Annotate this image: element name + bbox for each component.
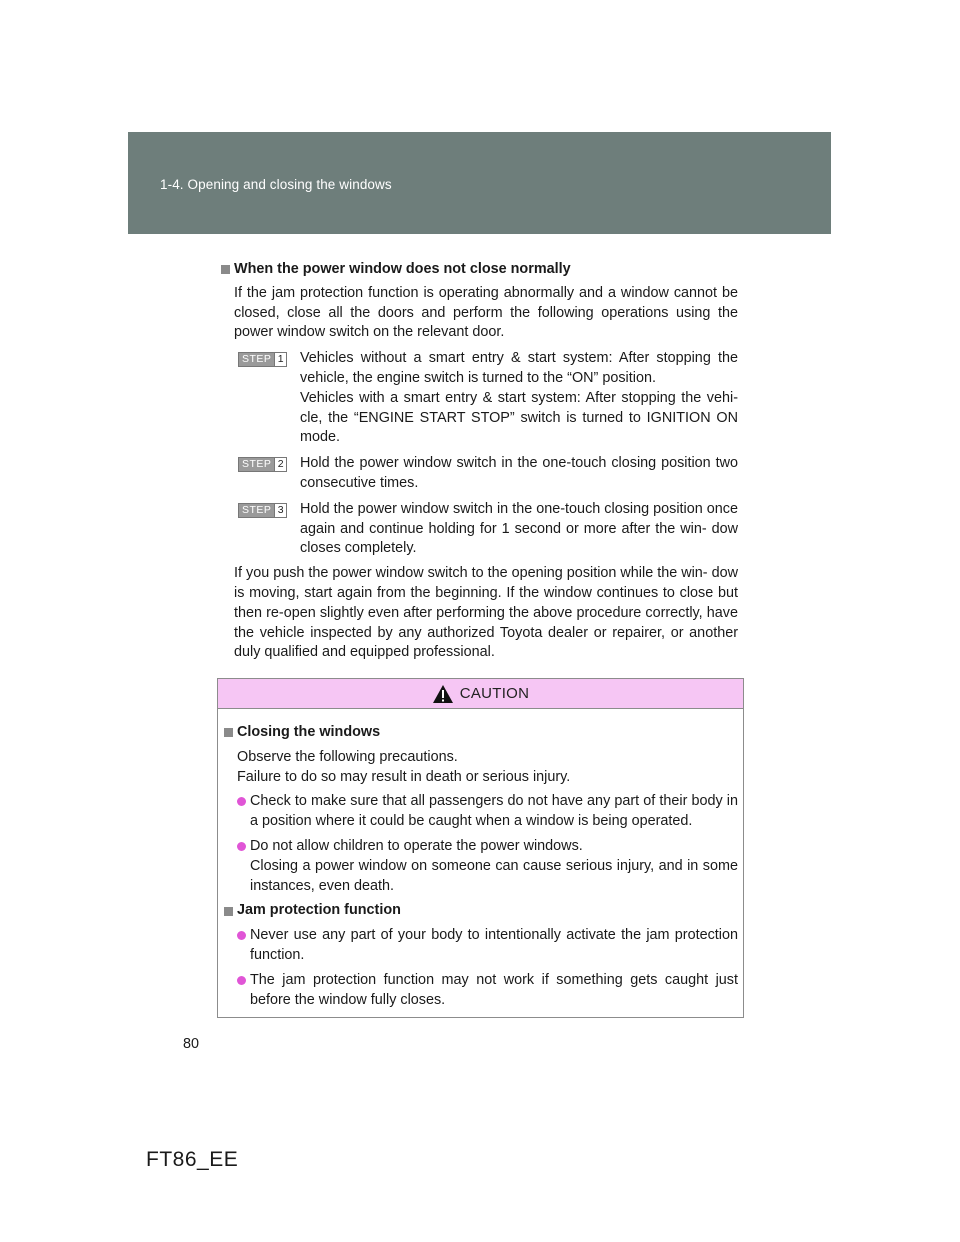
step-2 <box>238 454 738 494</box>
section-title: 1-4. Opening and closing the windows <box>160 177 392 192</box>
dot-bullet-icon <box>237 976 246 985</box>
caution-heading: Closing the windows <box>224 723 738 743</box>
dot-bullet-icon <box>237 797 246 806</box>
list-item: The jam protection function may not work if something gets caught just before the window fully closes. <box>237 971 738 1011</box>
step-1 <box>238 349 738 448</box>
square-bullet-icon <box>224 907 233 916</box>
step-3 <box>238 500 738 559</box>
step-text: Vehicles without a smart entry & start system: After stopping the vehicle, the engine switch is turned to the “ON” position. Vehicles with a smart entry & start system: After stopping the vehi- cle, the “ENGINE START STOP” switch is turned to IGNITION ON mode. <box>300 350 738 446</box>
dot-bullet-icon <box>237 931 246 940</box>
intro-paragraph: If the jam protection function is operating abnormally and a window cannot be closed, close all the doors and perform the following operations using the power window switch on the relevant door. <box>234 284 738 341</box>
dot-bullet-icon <box>237 842 246 851</box>
list-item: Never use any part of your body to intentionally activate the jam protection function. <box>237 926 738 966</box>
list-item: Check to make sure that all passengers do not have any part of their body in a position where it could be caught when a window is being operated. <box>237 792 738 832</box>
page-header <box>128 132 831 234</box>
square-bullet-icon <box>224 728 233 737</box>
main-content <box>221 260 738 663</box>
warning-icon <box>432 684 454 704</box>
step-badge: STEP 1 <box>238 352 287 367</box>
caution-intro: Observe the following precautions. Failure to do so may result in death or serious injury. <box>237 748 571 785</box>
subsection-heading <box>221 260 738 280</box>
final-paragraph: If you push the power window switch to the opening position while the win- dow is moving, start again from the beginning. If the window continues to close but then re-open slightly even after performing the above procedure correctly, have the vehicle inspected by any authorized Toyota dealer or repairer, or another duly qualified and equipped professional. <box>234 565 738 661</box>
step-badge: STEP 2 <box>238 457 287 472</box>
caution-heading: Jam protection function <box>224 901 738 921</box>
caution-body <box>218 709 743 1010</box>
caution-title: CAUTION <box>459 685 530 702</box>
caution-box <box>217 678 744 1018</box>
step-badge: STEP 3 <box>238 503 287 518</box>
step-text: Hold the power window switch in the one-touch closing position two consecutive times. <box>300 455 738 491</box>
caution-header <box>218 679 743 709</box>
page-number: 80 <box>183 1036 200 1052</box>
footer-code: FT86_EE <box>146 1148 239 1171</box>
subsection-heading-text: When the power window does not close normally <box>234 261 571 277</box>
list-item: Do not allow children to operate the power windows. Closing a power window on someone can cause serious injury, and in some instances, even death. <box>237 837 738 896</box>
square-bullet-icon <box>221 265 230 274</box>
step-text: Hold the power window switch in the one-touch closing position once again and continue holding for 1 second or more after the win- dow closes completely. <box>300 500 738 557</box>
